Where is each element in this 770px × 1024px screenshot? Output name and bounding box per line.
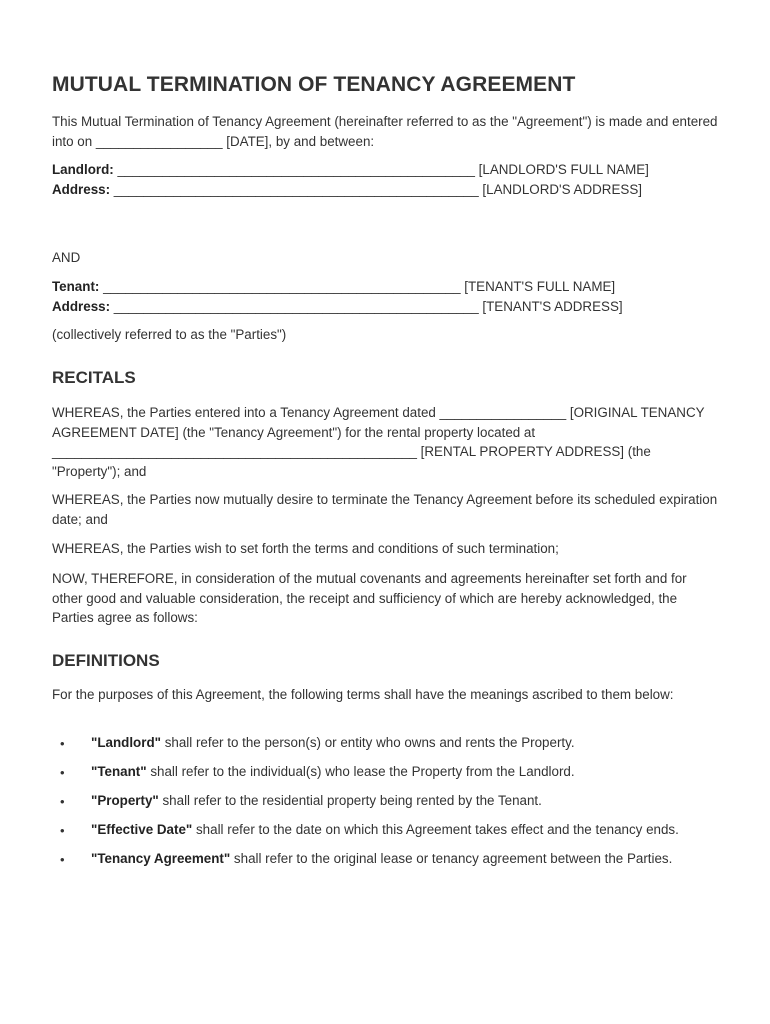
definitions-list [52, 733, 718, 878]
list-item [52, 791, 718, 811]
parties-note: (collectively referred to as the "Parties") [52, 327, 287, 342]
landlord-block [52, 160, 718, 199]
definition-term: "Effective Date" [91, 822, 193, 837]
definition-text: shall refer to the date on which this Agreement takes effect and the tenancy ends. [192, 822, 679, 837]
recital-paragraph-2: WHEREAS, the Parties now mutually desire to terminate the Tenancy Agreement before its scheduled expiration date; and [52, 492, 718, 527]
list-item [52, 849, 718, 869]
recital-paragraph-4: NOW, THEREFORE, in consideration of the mutual covenants and agreements hereinafter set forth and for other good and valuable consideration, the receipt and sufficiency of which are hereby acknowledged, the Parties agree as follows: [52, 571, 687, 625]
list-item [52, 762, 718, 782]
recital-paragraph-3: WHEREAS, the Parties wish to set forth the terms and conditions of such termination; [52, 541, 559, 556]
bullet-icon: • [60, 765, 65, 780]
definition-text: shall refer to the person(s) or entity who owns and rents the Property. [160, 735, 575, 750]
landlord-address-field: _________________________________________________ [LANDLORD'S ADDRESS] [110, 181, 642, 197]
definition-text: shall refer to the original lease or tenancy agreement between the Parties. [230, 851, 673, 866]
bullet-icon: • [60, 794, 65, 809]
definition-text: shall refer to the residential property being rented by the Tenant. [158, 793, 542, 808]
recitals-heading: RECITALS [52, 368, 136, 387]
definitions-intro: For the purposes of this Agreement, the following terms shall have the meanings ascribed to them below: [52, 687, 674, 702]
list-item [52, 820, 718, 840]
bullet-icon: • [60, 736, 65, 751]
tenant-address-label: Address: [52, 298, 111, 314]
definition-term: "Tenancy Agreement" [91, 851, 231, 866]
and-separator: AND [52, 250, 81, 265]
recital-paragraph-1: WHEREAS, the Parties entered into a Tenancy Agreement dated _________________ [ORIGINAL TENANCY AGREEMENT DATE] (the "Tenancy Agreement") for the rental property located at _________________________________________________ [RENTAL PROPERTY ADDRESS] (the "Property"); and [52, 405, 705, 479]
bullet-icon: • [60, 852, 65, 867]
definition-term: "Tenant" [91, 764, 147, 779]
tenant-label: Tenant: [52, 279, 100, 294]
landlord-name-field: ________________________________________________ [LANDLORD'S FULL NAME] [113, 162, 649, 177]
intro-paragraph: This Mutual Termination of Tenancy Agreement (hereinafter referred to as the "Agreement") is made and entered into on _________________ [DATE], by and between: [52, 114, 718, 149]
definition-term: "Property" [91, 793, 159, 808]
landlord-label: Landlord: [52, 162, 114, 177]
document-title: MUTUAL TERMINATION OF TENANCY AGREEMENT [52, 73, 576, 96]
list-item [52, 733, 718, 753]
definition-term: "Landlord" [91, 735, 161, 750]
landlord-address-label: Address: [52, 181, 111, 197]
tenant-name-field: ________________________________________________ [TENANT'S FULL NAME] [99, 279, 616, 294]
tenant-block [52, 277, 718, 316]
bullet-icon: • [60, 823, 65, 838]
definition-text: shall refer to the individual(s) who lease the Property from the Landlord. [146, 764, 575, 779]
tenant-address-field: _________________________________________________ [TENANT'S ADDRESS] [110, 298, 623, 314]
definitions-heading: DEFINITIONS [52, 651, 160, 670]
